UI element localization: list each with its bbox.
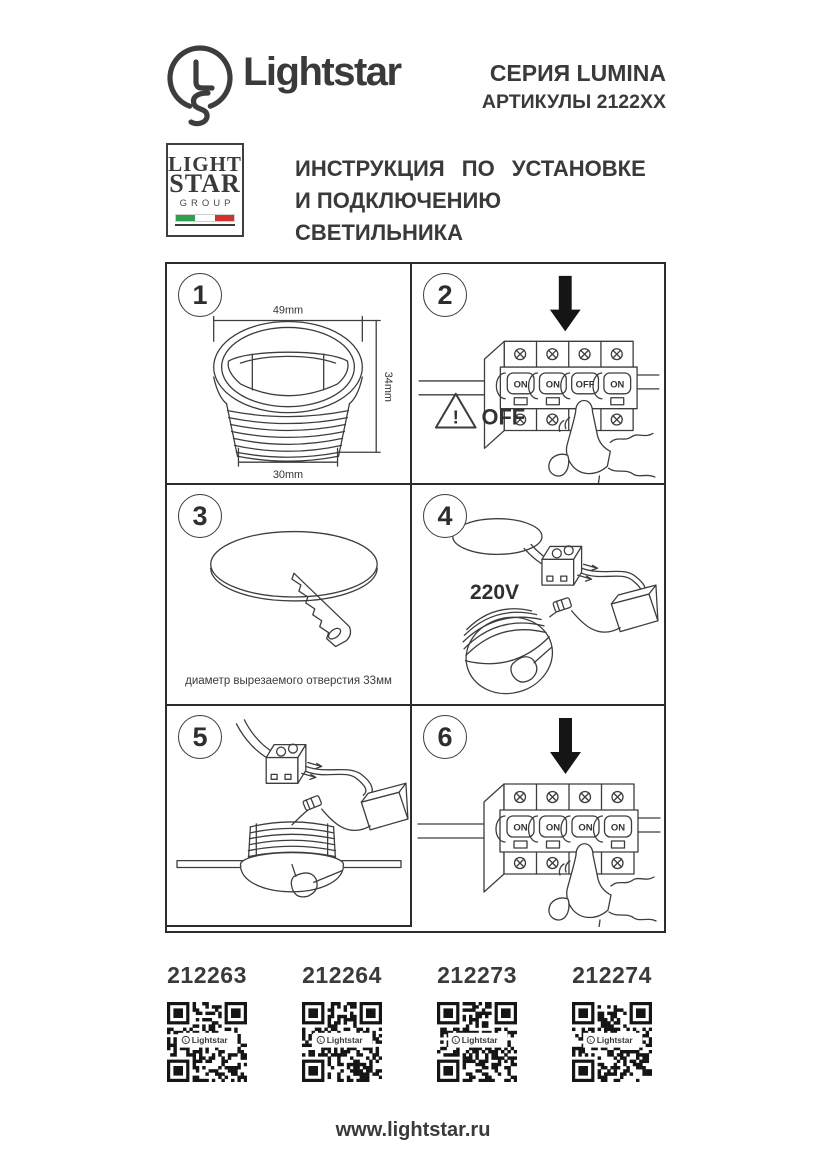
breaker-3-label: ON — [578, 822, 593, 834]
series-block — [400, 58, 666, 115]
qr-code — [572, 1002, 652, 1082]
breaker-4-label: ON — [610, 822, 626, 834]
title-line-1: ИНСТРУКЦИЯ ПО УСТАНОВКЕ — [295, 156, 646, 181]
title-line-2: И ПОДКЛЮЧЕНИЮ СВЕТИЛЬНИКА — [295, 188, 502, 245]
product-212263 — [157, 962, 257, 1087]
driver-box — [361, 783, 408, 830]
terminal-block — [542, 546, 582, 585]
cable-connector — [303, 795, 322, 810]
document-title — [295, 153, 667, 249]
product-code: 212273 — [437, 962, 517, 988]
warning-off-label: OFF — [481, 404, 526, 430]
breaker-2-label: ON — [545, 822, 561, 834]
dim-top-label: 49mm — [272, 304, 304, 317]
hole-diameter-caption: диаметр вырезаемого отверстия 33мм — [185, 675, 392, 687]
down-arrow-icon — [550, 718, 581, 774]
brand-wordmark: Lightstar — [243, 50, 401, 94]
italian-flag-stripe — [175, 214, 235, 222]
lightstar-bulb-logo-icon — [158, 36, 242, 132]
logo-line-group: GROUP — [179, 197, 235, 209]
step-2-panel — [412, 264, 664, 485]
saw-icon — [292, 573, 350, 646]
lightstar-group-logo — [166, 143, 244, 237]
ceiling-hole — [453, 519, 542, 555]
recessed-fixture — [240, 822, 343, 897]
cable-connector — [553, 597, 572, 612]
breaker-4-label: ON — [610, 378, 625, 390]
qr-code — [167, 1002, 247, 1082]
step-number-badge: 1 — [178, 273, 222, 317]
step-number-badge: 6 — [423, 715, 467, 759]
warning-triangle-icon — [436, 394, 476, 428]
qr-code — [302, 1002, 382, 1082]
voltage-label: 220V — [470, 581, 520, 604]
website-url: www.lightstar.ru — [335, 1119, 491, 1141]
step-3-panel — [167, 485, 412, 706]
breaker-2-label: ON — [545, 378, 560, 390]
articles-line: АРТИКУЛЫ 2122XX — [481, 91, 666, 114]
product-code: 212263 — [167, 962, 247, 988]
step-number-badge: 5 — [178, 715, 222, 759]
product-code: 212264 — [302, 962, 382, 988]
step-number-badge: 2 — [423, 273, 467, 317]
terminal-block — [266, 744, 306, 783]
logo-line-star: STAR — [169, 168, 241, 198]
product-212273 — [427, 962, 527, 1087]
breaker-1-label: ON — [513, 378, 528, 390]
breaker-3-label: OFF — [575, 378, 595, 390]
instruction-grid — [165, 262, 666, 933]
product-212274 — [562, 962, 662, 1087]
fixture-drawing — [455, 599, 562, 704]
flag-underline — [175, 224, 235, 226]
product-code: 212274 — [572, 962, 652, 988]
down-arrow-icon — [550, 276, 581, 331]
step-6-panel — [412, 706, 664, 927]
step-number-badge: 3 — [178, 494, 222, 538]
series-title: СЕРИЯ LUMINA — [489, 60, 666, 86]
product-212264 — [292, 962, 392, 1087]
qr-code — [437, 1002, 517, 1082]
dim-right-label: 34mm — [382, 371, 395, 403]
dim-bottom-label: 30mm — [272, 469, 304, 482]
breaker-1-label: ON — [513, 822, 528, 834]
driver-box — [611, 585, 658, 632]
warning-exclamation: ! — [452, 406, 459, 428]
product-codes-row — [157, 962, 662, 1087]
logo-line-light: LIGHT — [168, 151, 242, 176]
step-1-panel — [167, 264, 412, 485]
step-number-badge: 4 — [423, 494, 467, 538]
step-4-panel — [412, 485, 664, 706]
step-5-panel — [167, 706, 412, 927]
